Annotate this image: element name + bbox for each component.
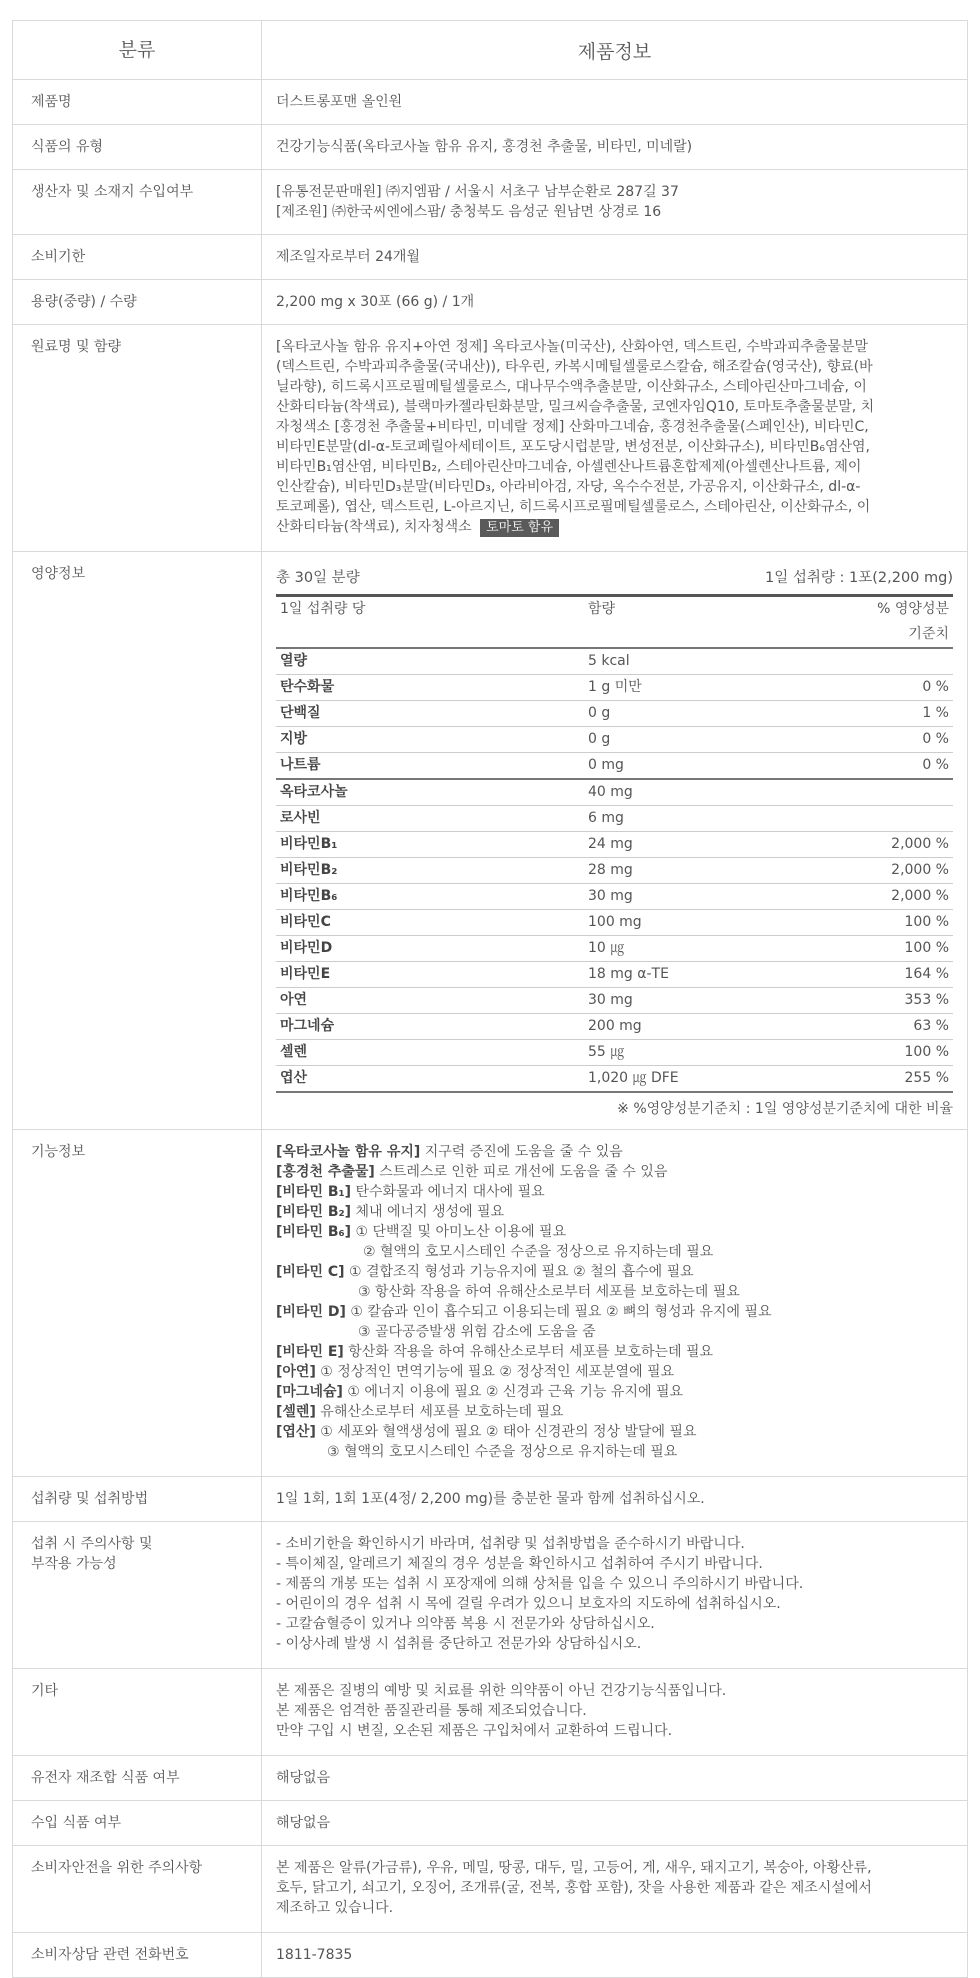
function-text: 항산화 작용을 하여 유해산소로부터 세포를 보호하는데 필요 xyxy=(343,1344,714,1360)
function-text: 지구력 증진에 도움을 줄 수 있음 xyxy=(420,1144,623,1160)
nutrient-pct: 100 % xyxy=(862,936,953,962)
nutrition-columns xyxy=(276,596,953,649)
function-text: 탄수화물과 에너지 대사에 필요 xyxy=(351,1184,545,1200)
product-info-table xyxy=(12,20,968,1978)
nutrition-row xyxy=(276,884,953,910)
nutrient-name: 비타민B₂ xyxy=(276,858,584,884)
etc-line: 본 제품은 엄격한 품질관리를 통해 제조되었습니다. xyxy=(276,1703,587,1719)
row-caution xyxy=(13,1522,968,1669)
ingredient-line: 비타민E분말(dl-α-토코페릴아세테이트, 포도당시럽분말, 변성전분, 이산화규소), 비타민B₆염산염, xyxy=(276,439,871,455)
nutrient-amount: 40 mg xyxy=(584,779,862,806)
row-product-name xyxy=(13,80,968,125)
row-nutrition xyxy=(13,552,968,1130)
function-title: [홍경천 추출물] xyxy=(276,1164,375,1180)
safety-line: 본 제품은 알류(가금류), 우유, 메밀, 땅콩, 대두, 밀, 고등어, 게, 새우, 돼지고기, 복숭아, 아황산류, xyxy=(276,1860,872,1876)
function-line xyxy=(276,1382,953,1402)
nutrition-row xyxy=(276,779,953,806)
value-capacity: 2,200 mg x 30포 (66 g) / 1개 xyxy=(262,280,968,325)
value-import: 해당없음 xyxy=(262,1801,968,1846)
nutrient-amount: 1 g 미만 xyxy=(584,675,862,701)
nutrient-name: 엽산 xyxy=(276,1066,584,1093)
function-text: ① 정상적인 면역기능에 필요 ② 정상적인 세포분열에 필요 xyxy=(315,1364,675,1380)
nutrient-pct: 63 % xyxy=(862,1014,953,1040)
value-function xyxy=(262,1130,968,1477)
producer-distributor: [유통전문판매원] ㈜지엠팜 / 서울시 서초구 남부순환로 287길 37 xyxy=(276,184,679,200)
function-text: ① 에너지 이용에 필요 ② 신경과 근육 기능 유지에 필요 xyxy=(342,1384,683,1400)
nutrient-pct xyxy=(862,806,953,832)
function-title: [비타민 B₁] xyxy=(276,1184,352,1200)
nutrient-pct: 2,000 % xyxy=(862,832,953,858)
ingredient-last-line xyxy=(276,517,953,537)
caution-line: - 제품의 개봉 또는 섭취 시 포장재에 의해 상처를 입을 수 있으니 주의하시기 바랍니다. xyxy=(276,1576,804,1592)
ingredient-line: 토코페롤), 엽산, 덱스트린, L-아르지닌, 히드록시프로필메틸셀룰로스, 스테아린산, 이산화규소, 이 xyxy=(276,499,871,515)
function-line xyxy=(276,1402,953,1422)
nutrition-serving: 1일 섭취량 : 1포(2,200 mg) xyxy=(765,570,953,586)
nutrient-amount: 6 mg xyxy=(584,806,862,832)
nutrient-name: 비타민E xyxy=(276,962,584,988)
nutrient-name: 비타민C xyxy=(276,910,584,936)
ingredient-line: [옥타코사놀 함유 유지+아연 정제] 옥타코사놀(미국산), 산화아연, 덱스트린, 수박과피추출물분말 xyxy=(276,339,868,355)
value-intake: 1일 1회, 1회 1포(4정/ 2,200 mg)를 충분한 물과 함께 섭취하십시오. xyxy=(262,1477,968,1522)
nutrition-row xyxy=(276,858,953,884)
nutrient-pct: 2,000 % xyxy=(862,884,953,910)
value-etc xyxy=(262,1669,968,1756)
nutrition-row xyxy=(276,648,953,675)
function-text: ① 결합조직 형성과 기능유지에 필요 ② 철의 흡수에 필요 xyxy=(344,1264,694,1280)
nutrient-amount: 10 ㎍ xyxy=(584,936,862,962)
nutrient-name: 로사빈 xyxy=(276,806,584,832)
caution-line: - 특이체질, 알레르기 체질의 경우 성분을 확인하시고 섭취하여 주시기 바랍니다. xyxy=(276,1556,763,1572)
nutrient-amount: 30 mg xyxy=(584,884,862,910)
function-title: [비타민 E] xyxy=(276,1344,344,1360)
nutrition-table xyxy=(276,594,953,1093)
ingredient-last-text: 산화티타늄(착색료), 치자청색소 xyxy=(276,519,472,535)
nutrient-name: 마그네슘 xyxy=(276,1014,584,1040)
row-phone xyxy=(13,1933,968,1978)
nutrient-name: 나트륨 xyxy=(276,753,584,780)
header-category: 분류 xyxy=(13,21,262,80)
nutrient-name: 열량 xyxy=(276,648,584,675)
function-title: [비타민 B₆] xyxy=(276,1224,352,1240)
row-import xyxy=(13,1801,968,1846)
row-intake xyxy=(13,1477,968,1522)
ingredient-line: 닐라향), 히드록시프로필메틸셀룰로스, 대나무수액추출분말, 이산화규소, 스테아린산마그네슘, 이 xyxy=(276,379,867,395)
function-title: [셀렌] xyxy=(276,1404,316,1420)
label-function: 기능정보 xyxy=(13,1130,262,1477)
nutrient-name: 아연 xyxy=(276,988,584,1014)
nutrient-pct: 100 % xyxy=(862,910,953,936)
nutrient-name: 단백질 xyxy=(276,701,584,727)
nutrition-row xyxy=(276,962,953,988)
nutrient-amount: 28 mg xyxy=(584,858,862,884)
function-text: ③ 골다공증발생 위험 감소에 도움을 줌 xyxy=(358,1324,596,1340)
function-line xyxy=(276,1282,953,1302)
etc-line: 본 제품은 질병의 예방 및 치료를 위한 의약품이 아닌 건강기능식품입니다. xyxy=(276,1683,727,1699)
function-text: ② 혈액의 호모시스테인 수준을 정상으로 유지하는데 필요 xyxy=(363,1244,714,1260)
nutrition-row xyxy=(276,1066,953,1093)
nutrient-name: 비타민B₁ xyxy=(276,832,584,858)
header-product-info: 제품정보 xyxy=(262,21,968,80)
row-etc xyxy=(13,1669,968,1756)
function-text: 체내 에너지 생성에 필요 xyxy=(351,1204,505,1220)
function-title: [비타민 C] xyxy=(276,1264,345,1280)
nutrient-pct: 255 % xyxy=(862,1066,953,1093)
caution-line: - 이상사례 발생 시 섭취를 중단하고 전문가와 상담하십시오. xyxy=(276,1636,642,1652)
label-producer: 생산자 및 소재지 수입여부 xyxy=(13,170,262,235)
nutrient-name: 비타민D xyxy=(276,936,584,962)
label-nutrition: 영양정보 xyxy=(13,552,262,1130)
nutrient-amount: 24 mg xyxy=(584,832,862,858)
row-gmo xyxy=(13,1756,968,1801)
nutrition-row xyxy=(276,832,953,858)
label-caution-line2: 부작용 가능성 xyxy=(31,1556,117,1572)
function-line xyxy=(276,1142,953,1162)
function-title: [비타민 D] xyxy=(276,1304,346,1320)
function-text: ① 단백질 및 아미노산 이용에 필요 xyxy=(351,1224,567,1240)
function-line xyxy=(276,1262,953,1282)
nutrition-row xyxy=(276,701,953,727)
nutrition-row xyxy=(276,753,953,780)
nutrient-pct: 0 % xyxy=(862,727,953,753)
function-text: 유해산소로부터 세포를 보호하는데 필요 xyxy=(315,1404,564,1420)
function-line xyxy=(276,1342,953,1362)
function-title: [엽산] xyxy=(276,1424,316,1440)
nutrition-row xyxy=(276,727,953,753)
row-expiry xyxy=(13,235,968,280)
function-line xyxy=(276,1442,953,1462)
nutrition-footnote: ※ %영양성분기준치 : 1일 영양성분기준치에 대한 비율 xyxy=(617,1101,953,1117)
nutrient-name: 셀렌 xyxy=(276,1040,584,1066)
value-product-name: 더스트롱포맨 올인원 xyxy=(262,80,968,125)
label-etc: 기타 xyxy=(13,1669,262,1756)
function-line xyxy=(276,1162,953,1182)
function-text: ③ 항산화 작용을 하여 유해산소로부터 세포를 보호하는데 필요 xyxy=(358,1284,740,1300)
label-safety: 소비자안전을 위한 주의사항 xyxy=(13,1846,262,1933)
value-phone: 1811-7835 xyxy=(262,1933,968,1978)
value-ingredients xyxy=(262,325,968,552)
safety-line: 제조하고 있습니다. xyxy=(276,1900,394,1916)
col-pct: % 영양성분기준치 xyxy=(862,596,953,649)
nutrient-pct: 0 % xyxy=(862,675,953,701)
label-intake: 섭취량 및 섭취방법 xyxy=(13,1477,262,1522)
value-producer xyxy=(262,170,968,235)
ingredient-line: 인산칼슘), 비타민D₃분말(비타민D₃, 아라비아검, 자당, 옥수수전분, 가공유지, 이산화규소, dl-α- xyxy=(276,479,861,495)
function-line xyxy=(276,1422,953,1442)
producer-manufacturer: [제조원] ㈜한국씨엔에스팜/ 충청북도 음성군 원남면 상경로 16 xyxy=(276,204,662,220)
row-function xyxy=(13,1130,968,1477)
tomato-tag: 토마토 함유 xyxy=(480,519,559,537)
nutrition-row xyxy=(276,675,953,701)
label-ingredients: 원료명 및 함량 xyxy=(13,325,262,552)
nutrient-pct: 2,000 % xyxy=(862,858,953,884)
table-header xyxy=(13,21,968,80)
col-amount: 함량 xyxy=(584,596,862,649)
caution-line: - 고칼슘혈증이 있거나 의약품 복용 시 전문가와 상담하십시오. xyxy=(276,1616,655,1632)
label-caution xyxy=(13,1522,262,1669)
ingredient-line: 자청색소 [홍경천 추출물+비타민, 미네랄 정제] 산화마그네슘, 홍경천추출물(스페인산), 비타민C, xyxy=(276,419,869,435)
function-line xyxy=(276,1302,953,1322)
product-info-sheet xyxy=(12,20,968,1978)
value-food-type: 건강기능식품(옥타코사놀 함유 유지, 홍경천 추출물, 비타민, 미네랄) xyxy=(262,125,968,170)
label-phone: 소비자상담 관련 전화번호 xyxy=(13,1933,262,1978)
function-text: ① 칼슘과 인이 흡수되고 이용되는데 필요 ② 뼈의 형성과 유지에 필요 xyxy=(345,1304,772,1320)
function-title: [아연] xyxy=(276,1364,316,1380)
row-producer xyxy=(13,170,968,235)
nutrient-amount: 100 mg xyxy=(584,910,862,936)
caution-line: - 소비기한을 확인하시기 바라며, 섭취량 및 섭취방법을 준수하시기 바랍니다. xyxy=(276,1536,745,1552)
safety-line: 호두, 닭고기, 쇠고기, 오징어, 조개류(굴, 전복, 홍합 포함), 잣을 사용한 제품과 같은 제조시설에서 xyxy=(276,1880,872,1896)
nutrient-pct: 0 % xyxy=(862,753,953,780)
nutrient-amount: 18 mg α-TE xyxy=(584,962,862,988)
nutrition-row xyxy=(276,936,953,962)
nutrient-amount: 1,020 ㎍ DFE xyxy=(584,1066,862,1093)
value-nutrition xyxy=(262,552,968,1130)
nutrient-amount: 5 kcal xyxy=(584,648,862,675)
function-text: 스트레스로 인한 피로 개선에 도움을 줄 수 있음 xyxy=(374,1164,668,1180)
nutrient-pct: 100 % xyxy=(862,1040,953,1066)
label-food-type: 식품의 유형 xyxy=(13,125,262,170)
label-product-name: 제품명 xyxy=(13,80,262,125)
function-text: ① 세포와 혈액생성에 필요 ② 태아 신경관의 정상 발달에 필요 xyxy=(315,1424,697,1440)
value-caution xyxy=(262,1522,968,1669)
nutrient-name: 비타민B₆ xyxy=(276,884,584,910)
function-line xyxy=(276,1322,953,1342)
label-import: 수입 식품 여부 xyxy=(13,1801,262,1846)
function-title: [비타민 B₂] xyxy=(276,1204,352,1220)
row-capacity xyxy=(13,280,968,325)
ingredient-line: 비타민B₁염산염, 비타민B₂, 스테아린산마그네슘, 아셀렌산나트륨혼합제제(아셀렌산나트륨, 제이 xyxy=(276,459,862,475)
nutrient-pct xyxy=(862,648,953,675)
caution-line: - 어린이의 경우 섭취 시 목에 걸릴 우려가 있으니 보호자의 지도하에 섭취하십시오. xyxy=(276,1596,781,1612)
function-line xyxy=(276,1222,953,1242)
nutrient-amount: 55 ㎍ xyxy=(584,1040,862,1066)
function-line xyxy=(276,1202,953,1222)
function-line xyxy=(276,1242,953,1262)
value-safety xyxy=(262,1846,968,1933)
nutrient-pct: 353 % xyxy=(862,988,953,1014)
label-capacity: 용량(중량) / 수량 xyxy=(13,280,262,325)
nutrient-name: 탄수화물 xyxy=(276,675,584,701)
ingredient-line: 산화티타늄(착색료), 블랙마카젤라틴화분말, 밀크씨슬추출물, 코엔자임Q10, 토마토추출물분말, 치 xyxy=(276,399,875,415)
ingredient-line: (덱스트린, 수박과피추출물(국내산)), 타우린, 카복시메틸셀룰로스칼슘, 해조칼슘(영국산), 향료(바 xyxy=(276,359,873,375)
nutrient-pct: 164 % xyxy=(862,962,953,988)
function-title: [마그네슘] xyxy=(276,1384,343,1400)
row-ingredients xyxy=(13,325,968,552)
nutrient-amount: 30 mg xyxy=(584,988,862,1014)
nutrition-row xyxy=(276,910,953,936)
nutrition-row xyxy=(276,988,953,1014)
function-line xyxy=(276,1362,953,1382)
nutrition-row xyxy=(276,1014,953,1040)
row-food-type xyxy=(13,125,968,170)
label-gmo: 유전자 재조합 식품 여부 xyxy=(13,1756,262,1801)
nutrient-amount: 200 mg xyxy=(584,1014,862,1040)
nutrient-name: 지방 xyxy=(276,727,584,753)
nutrition-row xyxy=(276,806,953,832)
row-safety xyxy=(13,1846,968,1933)
function-title: [옥타코사놀 함유 유지] xyxy=(276,1144,421,1160)
nutrient-name: 옥타코사놀 xyxy=(276,779,584,806)
label-caution-line1: 섭취 시 주의사항 및 xyxy=(31,1536,153,1552)
value-expiry: 제조일자로부터 24개월 xyxy=(262,235,968,280)
label-expiry: 소비기한 xyxy=(13,235,262,280)
value-gmo: 해당없음 xyxy=(262,1756,968,1801)
function-text: ③ 혈액의 호모시스테인 수준을 정상으로 유지하는데 필요 xyxy=(327,1444,678,1460)
nutrient-amount: 0 g xyxy=(584,727,862,753)
nutrition-head xyxy=(276,566,953,594)
nutrient-amount: 0 mg xyxy=(584,753,862,780)
nutrient-pct xyxy=(862,779,953,806)
col-name: 1일 섭취량 당 xyxy=(276,596,584,649)
etc-line: 만약 구입 시 변질, 오손된 제품은 구입처에서 교환하여 드립니다. xyxy=(276,1723,673,1739)
function-line xyxy=(276,1182,953,1202)
nutrition-row xyxy=(276,1040,953,1066)
nutrient-pct: 1 % xyxy=(862,701,953,727)
ingredient-lines xyxy=(276,337,953,517)
nutrient-amount: 0 g xyxy=(584,701,862,727)
nutrition-total: 총 30일 분량 xyxy=(276,570,360,586)
